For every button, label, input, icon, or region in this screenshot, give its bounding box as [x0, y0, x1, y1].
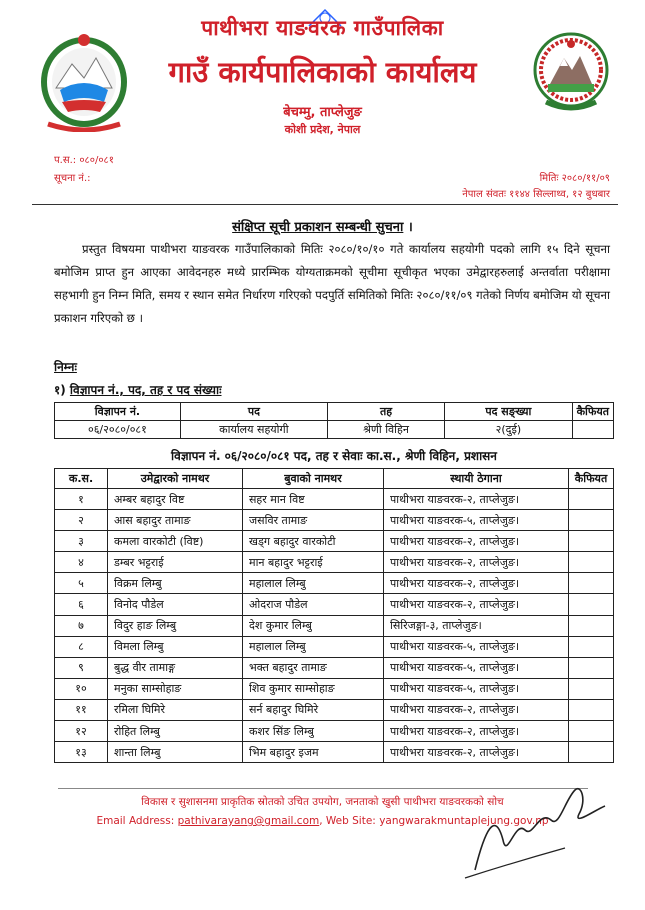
candidate-cell: १: [55, 489, 108, 510]
section-heading: [54, 381, 222, 398]
candidate-cell: [569, 657, 614, 678]
candidate-cell: पाथीभरा याङवरक-२, ताप्लेजुङ।: [384, 573, 569, 594]
section-number: १): [54, 383, 66, 397]
candidate-cell: [569, 699, 614, 720]
candidate-row: [55, 510, 614, 531]
candidates-title: विज्ञापन नं. ०६/२०८०/०८१ पद, तह र सेवाः का.स., श्रेणी विहिन, प्रशासन: [171, 449, 497, 463]
candidate-cell: आस बहादुर तामाङ: [108, 510, 243, 531]
candidate-row: [55, 721, 614, 742]
candidate-cell: महालाल लिम्बु: [243, 636, 384, 657]
candidates-header-cell: स्थायी ठेगाना: [384, 469, 569, 489]
ad-cell: श्रेणी विहिन: [327, 421, 444, 439]
candidate-cell: [569, 552, 614, 573]
candidate-cell: पाथीभरा याङवरक-२, ताप्लेजुङ।: [384, 721, 569, 742]
candidate-cell: मनुका साम्सोहाङ: [108, 678, 243, 699]
nepal-sambat-date: नेपाल संवतः ११४४ सिल्लाथ्व, १२ बुधबार: [462, 189, 610, 200]
candidate-cell: [569, 489, 614, 510]
candidate-cell: पाथीभरा याङवरक-२, ताप्लेजुङ।: [384, 489, 569, 510]
candidate-cell: सहर मान विष्ट: [243, 489, 384, 510]
candidate-row: [55, 489, 614, 510]
header-divider: [32, 204, 618, 205]
candidate-cell: विनोद पौडेल: [108, 594, 243, 615]
ad-header-cell: कैफियत: [572, 403, 613, 421]
candidate-cell: [569, 678, 614, 699]
candidate-cell: ९: [55, 657, 108, 678]
candidate-cell: पाथीभरा याङवरक-५, ताप्लेजुङ।: [384, 636, 569, 657]
candidate-cell: डम्बर भट्टराई: [108, 552, 243, 573]
ad-header-cell: विज्ञापन नं.: [55, 403, 181, 421]
notice-body: प्रस्तुत विषयमा पाथीभरा याङवरक गाउँपालिकाको मितिः २०८०/१०/१० गते कार्यालय सहयोगी पदको लागि १५ दिने सूचना बमोजिम प्राप्त हुन आएका आवेदनहरु मध्ये प्रारम्भिक योग्यताक्रमको सूचीमा सूचीकृत भएका उमेद्वारहरुलाई अन्तर्वाता परीक्षामा सहभागी हुन निम्न मिति, समय र स्थान समेत निर्धारण गरिएको पदपुर्ति समितिको मितिः २०८०/११/०९ गतेको निर्णय बमोजिम यो सूचना प्रकाशन गरिएको छ ।: [54, 242, 610, 325]
candidate-cell: ७: [55, 615, 108, 636]
candidate-cell: पाथीभरा याङवरक-२, ताप्लेजुङ।: [384, 531, 569, 552]
candidate-cell: पाथीभरा याङवरक-२, ताप्लेजुङ।: [384, 742, 569, 763]
candidate-cell: [569, 573, 614, 594]
candidates-header-cell: उमेद्वारको नामथर: [108, 469, 243, 489]
office-province: कोशी प्रदेश, नेपाल: [284, 123, 361, 136]
candidate-cell: मान बहादुर भट्टराई: [243, 552, 384, 573]
candidate-cell: देश कुमार लिम्बु: [243, 615, 384, 636]
candidate-cell: पाथीभरा याङवरक-२, ताप्लेजुङ।: [384, 594, 569, 615]
candidate-cell: जसविर तामाङ: [243, 510, 384, 531]
notice-subject-end: ।: [407, 220, 413, 235]
candidate-cell: बुद्ध वीर तामाङ्ग: [108, 657, 243, 678]
candidates-header-cell: कैफियत: [569, 469, 614, 489]
notice-subject-text: संक्षिप्त सूची प्रकाशन सम्बन्धी सुचना: [232, 220, 404, 235]
candidate-cell: कशर सिंङ लिम्बु: [243, 721, 384, 742]
notice-subject: [0, 217, 645, 235]
candidate-cell: अम्बर बहादुर विष्ट: [108, 489, 243, 510]
email-link[interactable]: pathivarayang@gmail.com: [177, 815, 320, 827]
candidate-cell: पाथीभरा याङवरक-५, ताप्लेजुङ।: [384, 510, 569, 531]
org-name: पाथीभरा याङवरक गाउँपालिका: [201, 16, 444, 40]
ad-cell: ०६/२०८०/०८१: [55, 421, 181, 439]
nimna-heading: निम्नः: [54, 360, 77, 374]
candidate-cell: रमिला घिमिरे: [108, 699, 243, 720]
candidate-cell: भक्त बहादुर तामाङ: [243, 657, 384, 678]
candidate-cell: २: [55, 510, 108, 531]
candidate-cell: ओदराज पौडेल: [243, 594, 384, 615]
ad-cell: २(दुई): [445, 421, 572, 439]
email-label: Email Address:: [96, 815, 175, 827]
candidate-cell: भिम बहादुर इजम: [243, 742, 384, 763]
candidate-row: [55, 531, 614, 552]
ps-number: प.स.: ०८०/०८१: [54, 155, 114, 166]
ad-table-row: [55, 421, 614, 439]
candidate-cell: ४: [55, 552, 108, 573]
candidate-cell: [569, 531, 614, 552]
candidate-cell: १२: [55, 721, 108, 742]
candidate-row: [55, 657, 614, 678]
candidates-table: [54, 468, 614, 763]
candidate-cell: [569, 615, 614, 636]
candidate-cell: पाथीभरा याङवरक-५, ताप्लेजुङ।: [384, 678, 569, 699]
signature: [455, 770, 625, 890]
candidate-cell: विदुर हाङ लिम्बु: [108, 615, 243, 636]
candidate-cell: ६: [55, 594, 108, 615]
website-label: , Web Site:: [319, 815, 376, 827]
ad-cell: कार्यालय सहयोगी: [180, 421, 327, 439]
candidate-cell: १३: [55, 742, 108, 763]
candidate-cell: [569, 721, 614, 742]
candidate-cell: सिरिजङ्गा-३, ताप्लेजुङ।: [384, 615, 569, 636]
candidate-cell: सर्न बहादुर घिमिरे: [243, 699, 384, 720]
candidates-header-cell: क.स.: [55, 469, 108, 489]
candidates-body: [55, 489, 614, 763]
candidate-cell: [569, 594, 614, 615]
footer-slogan: विकास र सुशासनमा प्राकृतिक स्रोतको उचित उपयोग, जनताको खुसी पाथीभरा याङवरकको सोच: [141, 796, 504, 808]
ad-header-cell: तह: [327, 403, 444, 421]
notice-number: सूचना नं.:: [54, 173, 91, 184]
ad-header-cell: पद: [180, 403, 327, 421]
candidate-cell: पाथीभरा याङवरक-२, ताप्लेजुङ।: [384, 552, 569, 573]
candidate-row: [55, 699, 614, 720]
section-title: विज्ञापन नं., पद, तह र पद संख्याः: [69, 383, 222, 397]
candidate-cell: शिव कुमार साम्सोहाङ: [243, 678, 384, 699]
candidate-cell: कमला वारकोटी (विष्ट): [108, 531, 243, 552]
candidate-cell: [569, 742, 614, 763]
candidate-cell: पाथीभरा याङवरक-२, ताप्लेजुङ।: [384, 699, 569, 720]
candidate-row: [55, 636, 614, 657]
candidate-cell: ८: [55, 636, 108, 657]
ad-table: [54, 402, 614, 439]
candidate-row: [55, 573, 614, 594]
office-title: गाउँ कार्यपालिकाको कार्यालय: [168, 55, 477, 89]
ad-cell: [572, 421, 613, 439]
candidates-header: [55, 469, 614, 489]
candidate-row: [55, 552, 614, 573]
candidate-cell: महालाल लिम्बु: [243, 573, 384, 594]
candidate-cell: ५: [55, 573, 108, 594]
website-link[interactable]: yangwarakmuntaplejung.gov.np: [379, 815, 549, 827]
candidate-cell: विमला लिम्बु: [108, 636, 243, 657]
ad-header-cell: पद सङ्ख्या: [445, 403, 572, 421]
candidate-cell: १०: [55, 678, 108, 699]
candidate-cell: ११: [55, 699, 108, 720]
candidate-cell: पाथीभरा याङवरक-५, ताप्लेजुङ।: [384, 657, 569, 678]
issue-date: मितिः २०८०/११/०९: [539, 173, 610, 184]
candidate-row: [55, 594, 614, 615]
candidate-cell: विक्रम लिम्बु: [108, 573, 243, 594]
candidates-header-cell: बुवाको नामथर: [243, 469, 384, 489]
candidate-row: [55, 742, 614, 763]
candidate-cell: खड्ग बहादुर वारकोटी: [243, 531, 384, 552]
candidate-cell: शान्ता लिम्बु: [108, 742, 243, 763]
candidate-cell: ३: [55, 531, 108, 552]
candidate-cell: रोहित लिम्बु: [108, 721, 243, 742]
office-place: बेचम्मु, ताप्लेजुङ: [283, 105, 362, 120]
ad-table-header: [55, 403, 614, 421]
candidate-cell: [569, 636, 614, 657]
candidate-row: [55, 615, 614, 636]
candidate-cell: [569, 510, 614, 531]
candidate-row: [55, 678, 614, 699]
